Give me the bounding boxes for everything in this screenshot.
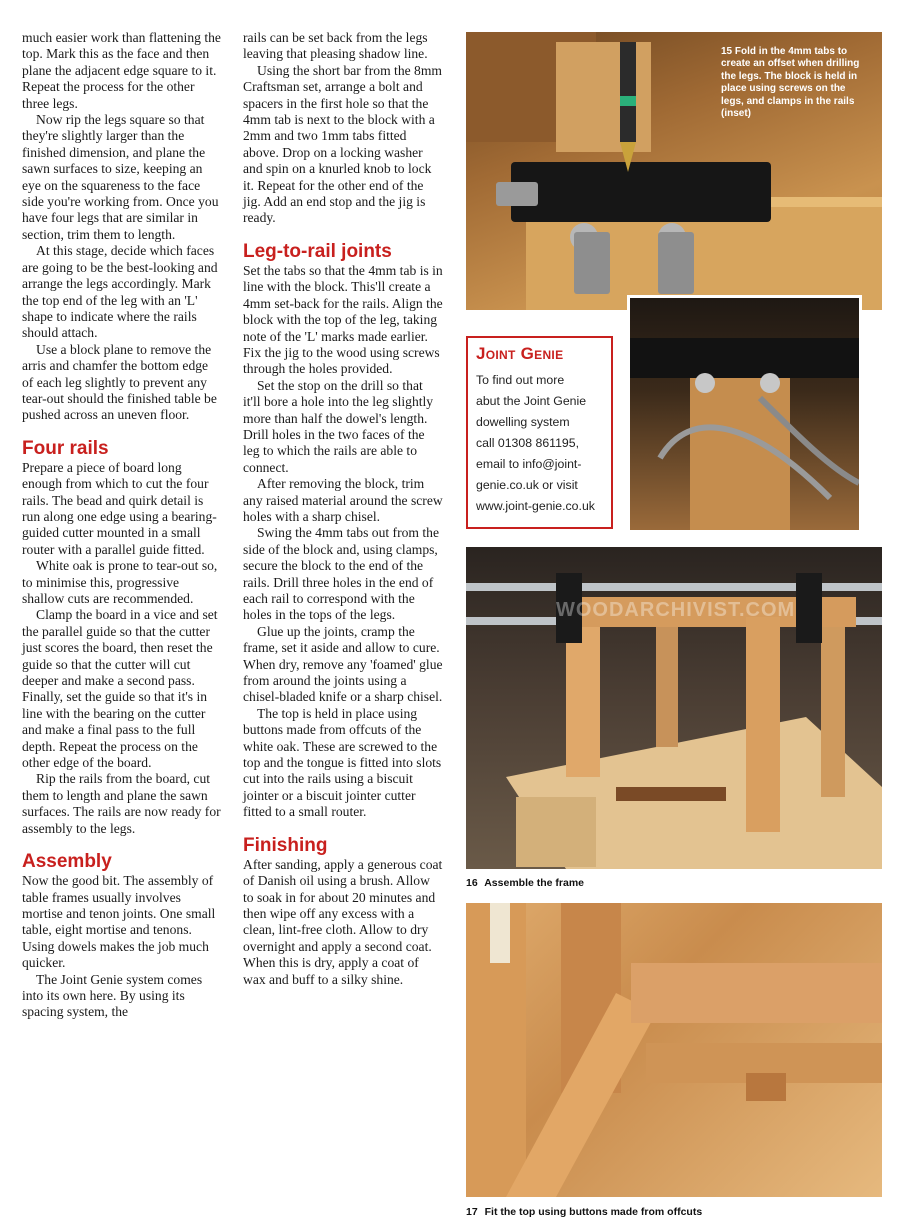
body-paragraph: At this stage, decide which faces are going to be the best-looking and arrange the legs accordingly. Mark the top end of the leg with an 'L' shape to indicate where the rails should attach. (22, 243, 218, 341)
body-paragraph: Now the good bit. The assembly of table frames usually involves mortise and tenon joints. One small table, eight mortise and tenons. Using dowels makes the job much quicker. (22, 873, 216, 971)
watermark: WOODARCHIVIST.COM (556, 599, 796, 621)
body-paragraph: Using the short bar from the 8mm Craftsman set, arrange a bolt and spacers in the first hole so that the 4mm tab is next to the block with a 2mm and two 1mm tabs fitted above. Drop on a locking washer and spin on a knurled knob to lock it. Repeat for the other end of the jig. Add an end stop and the jig is ready. (243, 62, 442, 226)
photo-17-top-buttons (466, 903, 882, 1197)
info-line-website: www.joint-genie.co.uk (476, 499, 595, 513)
section-heading-finishing: Finishing (243, 834, 328, 856)
frame-illustration (466, 547, 882, 869)
body-paragraph: Now rip the legs square so that they're slightly larger than the finished dimension, and plane the sawn surfaces to size, keeping an eye on the squareness to the face side you're working from. Once you have four legs that are similar in section, trim them to length. (22, 112, 219, 242)
info-line: abut the Joint Genie (476, 394, 587, 408)
section-heading-four-rails: Four rails (22, 437, 109, 459)
body-paragraph: White oak is prone to tear-out so, to minimise this, progressive shallow cuts are recommended. (22, 558, 218, 606)
underside-illustration (466, 903, 882, 1197)
body-paragraph: Clamp the board in a vice and set the parallel guide so that the cutter just scores the board, then reset the guide so that the cutter will cut deeper and make a second pass. Finally, set the guide so that it's in line with the bearing on the cutter and make a final pass to the full depth. Repeat the process on the other edge of the board. (22, 607, 218, 771)
body-paragraph: Prepare a piece of board long enough from which to cut the four rails. The bead and quirk detail is run along one edge using a bearing-guided cutter mounted in a small router with a parallel guide fitted. (22, 459, 217, 557)
photo-15-inset-clamps (627, 295, 862, 533)
body-paragraph: Rip the rails from the board, cut them to length and plane the sawn surfaces. The rails are now ready for assembly to the legs. (22, 771, 221, 836)
info-line-email: email to info@joint- (476, 457, 582, 471)
body-paragraph: much easier work than flattening the top. Mark this as the face and then plane the adjacent edge square to it. Repeat the process for the other three legs. (22, 30, 221, 111)
body-paragraph: The Joint Genie system comes into its own here. By using its spacing system, the (22, 971, 203, 1020)
info-line-phone: call 01308 861195, (476, 436, 580, 450)
photo-15-drilling-jig (466, 32, 882, 310)
photo-15-caption: 15 Fold in the 4mm tabs to create an offset when drilling the legs. The block is held in place using screws on the legs, and clamps in the rails (inset) (721, 46, 860, 120)
info-line: genie.co.uk or visit (476, 478, 578, 492)
body-paragraph: After removing the block, trim any raised material around the screw holes with a sharp chisel. (243, 476, 443, 524)
section-heading-assembly: Assembly (22, 851, 112, 873)
info-line: To find out more (476, 373, 565, 387)
photo-16-caption: 16 Assemble the frame (466, 877, 585, 889)
photo-17-caption: 17 Fit the top using buttons made from offcuts (466, 1206, 703, 1218)
info-line: dowelling system (476, 415, 570, 429)
body-paragraph: Glue up the joints, cramp the frame, set it aside and allow to cure. When dry, remove any 'foamed' glue from around the joints using a chisel-bladed knife or a sharp chisel. (243, 623, 443, 705)
text-column-1 (22, 30, 222, 1021)
body-paragraph: Use a block plane to remove the arris and chamfer the bottom edge of each leg slightly to prevent any tear-out should the finished table be pushed across an uneven floor. (22, 341, 217, 423)
clamp-illustration (630, 298, 859, 530)
body-paragraph: After sanding, apply a generous coat of Danish oil using a brush. Allow to soak in for about 20 minutes and then wipe off any excess with a clean, lint-free cloth. Allow to dry overnight and apply a second coat. When this is dry, apply a coat of wax and buff to a silky shine. (243, 856, 443, 987)
body-paragraph: Set the tabs so that the 4mm tab is in line with the block. This'll create a 4mm set-back for the rails. Align the block with the top of the leg, taking note of the 'L' marks made earlier. Fix the jig to the wood using screws through the holes provided. (243, 262, 443, 377)
body-paragraph: Set the stop on the drill so that it'll bore a hole into the leg slightly more than half the dowel's length. Drill holes in the two faces of the leg to which the rails are able to connect. (243, 377, 434, 475)
body-paragraph: Swing the 4mm tabs out from the side of the block and, using clamps, secure the block to the end of the rails. Drill three holes in the end of each rail to correspond with the holes in the tops of the legs. (243, 525, 439, 623)
joint-genie-body (476, 370, 603, 517)
body-paragraph: rails can be set back from the legs leaving that pleasing shadow line. (243, 30, 428, 62)
body-paragraph: The top is held in place using buttons made from offcuts of the white oak. These are screwed to the top and the tongue is fitted into slots cut into the rails using a biscuit jointer or a biscuit jointer cutter fitted to a small router. (243, 705, 442, 820)
joint-genie-info-box (466, 336, 613, 529)
photo-16-frame-assembly (466, 547, 882, 869)
joint-genie-title: Joint Genie (476, 344, 564, 363)
text-column-2 (243, 30, 443, 988)
section-heading-leg-to-rail: Leg-to-rail joints (243, 240, 392, 262)
